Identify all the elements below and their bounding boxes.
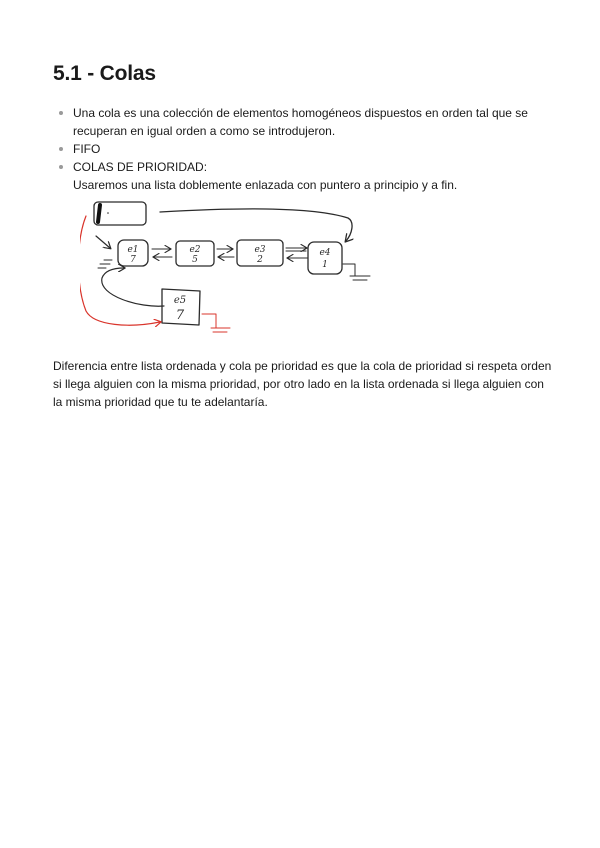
bullet-dot-icon — [59, 165, 63, 169]
node-label: e2 — [189, 245, 201, 255]
insert-link-arrow — [102, 268, 164, 306]
node-label: e5 — [173, 295, 187, 306]
page-title: 5.1 - Colas — [53, 62, 156, 85]
pointer-box — [94, 202, 146, 225]
node-e2 — [176, 241, 214, 266]
node-label: e1 — [127, 245, 139, 255]
list-item-text: COLAS DE PRIORIDAD: — [73, 160, 208, 174]
list-item-subtext: Usaremos una lista doblemente enlazada con puntero a principio y a fin. — [73, 178, 458, 192]
node-priority: 1 — [322, 260, 328, 270]
list-item-text: Una cola es una colección de elementos homogéneos dispuestos en orden tal que se recuperan en igual orden a como se introdujeron. — [73, 106, 528, 138]
list-item — [55, 158, 555, 194]
node-e3 — [237, 240, 283, 266]
node-priority: 2 — [257, 255, 263, 265]
red-pointer-arrow — [80, 216, 160, 325]
node-label: e4 — [319, 248, 331, 258]
bullet-list — [55, 104, 555, 194]
list-item-text: FIFO — [73, 142, 101, 156]
list-item — [55, 104, 555, 140]
priority-queue-sketch — [80, 196, 380, 341]
bullet-dot-icon — [59, 147, 63, 151]
head-pointer-arrow — [96, 236, 110, 248]
node-priority: 7 — [175, 308, 185, 323]
node-priority: 5 — [192, 255, 198, 265]
bullet-dot-icon — [59, 111, 63, 115]
node-e1 — [118, 240, 148, 266]
node-e4 — [308, 242, 342, 274]
tail-pointer-arrow — [160, 209, 352, 241]
body-paragraph: Diferencia entre lista ordenada y cola pe prioridad es que la cola de prioridad si respeta orden si llega alguien con la misma prioridad, por otro lado en la lista ordenada si llega alguien con la misma prioridad que tu te adelantaría. — [53, 359, 552, 409]
list-item — [55, 140, 555, 158]
node-e5 — [162, 289, 200, 325]
node-label: e3 — [254, 245, 266, 255]
node-priority: 7 — [130, 255, 136, 265]
